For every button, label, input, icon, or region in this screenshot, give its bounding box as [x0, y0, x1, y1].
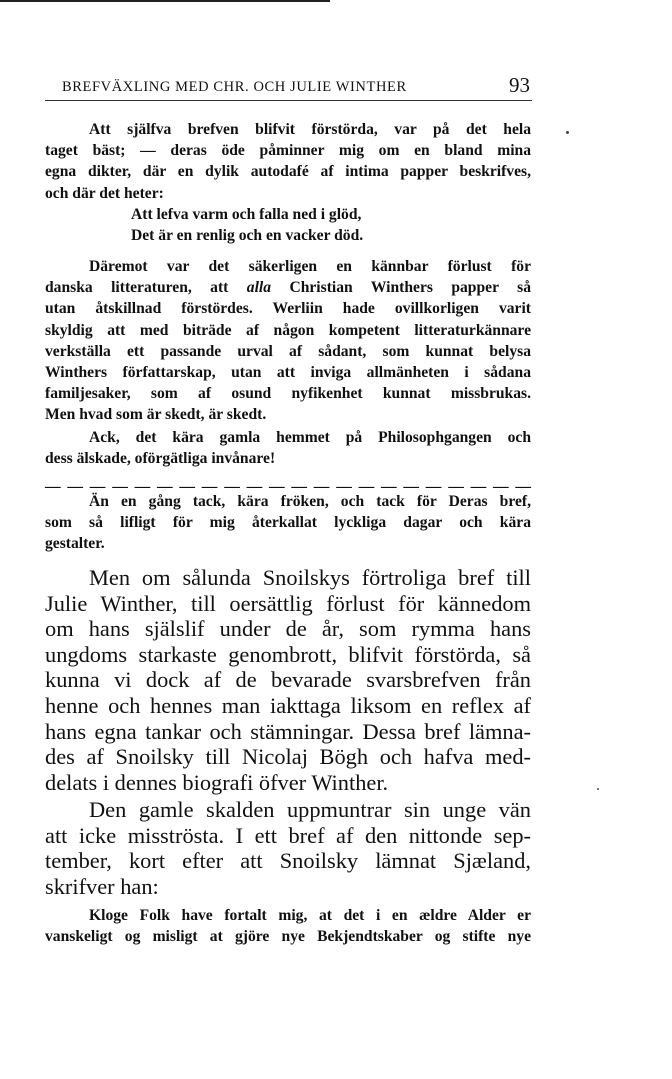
page-number: 93 — [509, 73, 530, 97]
top-edge-rule — [0, 0, 330, 2]
text-line: Julie Winther, till oersättlig förlust för kännedom — [45, 590, 531, 616]
print-speck — [597, 788, 599, 790]
text-line: Än en gång tack, kära fröken, och tack för Deras bref, — [89, 493, 531, 510]
text-line: Däremot var det säkerligen en kännbar förlust för — [89, 258, 531, 275]
text-line: Att själfva brefven blifvit förstörda, var på det hela — [89, 121, 531, 138]
verse-block — [131, 204, 363, 246]
text-line: egna dikter, där en dylik autodafé af intima papper beskrifves, — [45, 163, 531, 181]
text-line: tember, kort efter att Snoilsky lämnat Sjæland, — [45, 848, 531, 874]
body-paragraph-1 — [45, 565, 531, 795]
text-line: kunna vi dock af de bevarade svarsbrefven från — [45, 667, 531, 693]
text-line: delats i dennes biografi öfver Winther. — [45, 769, 389, 795]
text-line: vanskeligt og misligt at gjöre nye Bekjendtskaber og stifte nye — [45, 928, 531, 946]
running-title: BREFVÄXLING MED CHR. OCH JULIE WINTHER — [62, 79, 407, 95]
text-line: att icke misströsta. I ett bref af den nittonde sep- — [45, 822, 531, 848]
text-line: Ack, det kära gamla hemmet på Philosophgangen och — [89, 429, 531, 446]
text-line-with-emphasis — [45, 277, 531, 298]
text-line: Men om sålunda Snoilskys förtroliga bref till — [89, 565, 531, 590]
text-line: Men hvad som är skedt, är skedt. — [45, 406, 267, 424]
header-rule — [45, 100, 532, 101]
text-line: verkställa ett passande urval af sådant, som kunnat belysa — [45, 342, 531, 360]
text-line: taget bäst; — deras öde påminner mig om en bland mina — [45, 142, 531, 160]
text-line: des af Snoilsky till Nicolaj Bögh och hafva med- — [45, 744, 531, 770]
text-line: henne och hennes man iakttaga liksom en reflex af — [45, 692, 531, 718]
text-line: utan åtskillnad förstördes. Werliin hade ovillkorligen varit — [45, 300, 531, 318]
print-speck — [566, 131, 569, 134]
page-header — [62, 73, 530, 98]
text-line: dess älskade, oförgätliga invånare! — [45, 450, 276, 468]
emphasis-alla: alla — [246, 279, 272, 297]
quote-paragraph-2 — [45, 256, 531, 426]
text-line: gestalter. — [45, 535, 105, 553]
quote-paragraph-4 — [45, 491, 531, 555]
quote-paragraph-3 — [45, 427, 531, 469]
text-line: om hans själslif under de år, som rymma hans — [45, 616, 531, 642]
verse-line: Det är en renlig och en vacker död. — [131, 227, 364, 245]
body-paragraph-2 — [45, 797, 531, 899]
text-fragment: danska litteraturen, att — [45, 279, 247, 297]
text-line: familjesaker, som af osund nyfikenhet kunnat missbrukas. — [45, 385, 531, 403]
quote-paragraph-1 — [45, 119, 531, 204]
text-line: och där det heter: — [45, 184, 164, 202]
danish-quote — [45, 905, 531, 947]
text-line: Kloge Folk have fortalt mig, at det i en ældre Alder er — [89, 907, 531, 924]
text-line: som så lifligt för mig återkallat lyckliga dagar och kära — [45, 514, 531, 532]
text-fragment: Christian Winthers papper så — [271, 279, 531, 297]
text-line: hans egna tankar och stämningar. Dessa bref lämna- — [45, 718, 531, 744]
verse-line: Att lefva varm och falla ned i glöd, — [131, 206, 362, 223]
dash-separator: — — — — — — — — — — — — — — — — — — — — — — — [45, 478, 531, 495]
text-line: Den gamle skalden uppmuntrar sin unge vän — [89, 797, 531, 822]
text-line: ungdoms starkaste genombrott, blifvit förstörda, så — [45, 641, 531, 667]
text-line: Winthers författarskap, utan att inviga allmänheten i sådana — [45, 364, 531, 382]
text-line: skyldig att med biträde af någon kompetent litteraturkännare — [45, 321, 531, 339]
text-line: skrifver han: — [45, 873, 159, 899]
